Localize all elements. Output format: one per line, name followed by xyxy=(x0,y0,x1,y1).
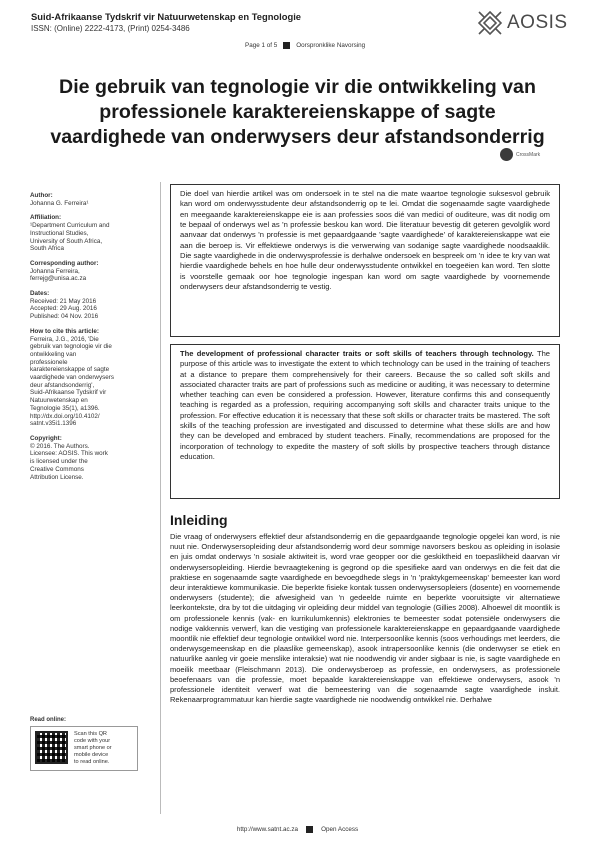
aosis-logo-icon xyxy=(477,10,503,36)
corresponding-author[interactable]: Johanna Ferreira, ferrejg@unisa.ac.za xyxy=(30,267,87,283)
affiliation: ¹Department Curriculum and Instructional Studies, University of South Africa, South Africa xyxy=(30,222,110,253)
separator-square xyxy=(283,42,290,49)
open-access-label: Open Access xyxy=(321,826,359,833)
page-footer xyxy=(0,826,595,833)
section-heading: Inleiding xyxy=(170,512,228,528)
author-name: Johanna G. Ferreira¹ xyxy=(30,199,89,207)
article-type: Oorspronklike Navorsing xyxy=(296,42,366,49)
corresponding-label: Corresponding author: xyxy=(30,259,99,267)
journal-name: Suid-Afrikaanse Tydskrif vir Natuurwetenskap en Tegnologie xyxy=(31,11,302,22)
dates: Received: 21 May 2016 Accepted: 29 Aug. 2016 Published: 04 Nov. 2016 xyxy=(30,297,99,321)
read-online xyxy=(30,717,150,771)
article-info-sidebar xyxy=(30,192,150,488)
qr-instructions: Scan this QR code with your smart phone or mobile device to read online. xyxy=(74,731,112,765)
author-label: Author: xyxy=(30,192,53,199)
citation[interactable]: Ferreira, J.G., 2016, 'Die gebruik van tegnologie vir die ontwikkeling van professionele karaktereienskappe of sagte vaardighede van onderwysers deur afstandsonderrig', Suid-Afrikaanse Tydskrif vir Natuurwetenskap en Tegnologie 35(1), a1396. http://dx.doi.org/10.4102/ satnt.v35i1.1396 xyxy=(30,335,115,428)
copyright-label: Copyright: xyxy=(30,434,62,442)
crossmark-button[interactable] xyxy=(500,148,540,161)
logo-text: AOSIS xyxy=(507,12,568,33)
separator-square xyxy=(306,826,313,833)
crossmark-label: CrossMark xyxy=(516,151,541,158)
affiliation-label: Affiliation: xyxy=(30,214,62,222)
body-paragraph: Die vraag of onderwysers effektief deur afstandsonderrig en die gepaardgaande tegnologie opgelei kan word, is nie nuut nie. Onderwysersopleiding deur afstandsonderrig word deur sommige navorsers beskou as opleiding in isolasie en juis omdat onderwys 'n sosiale aktiwiteit is, word vrae geopper oor die geskiktheid en toepaslikheid daarvan vir onderwysersopleiding. Hierdie bevraagtekening is gegrond op die spesifieke aard van onderwys en die feit dat die praktiese en sogenaamde sagte vaardighede en bevoegdhede slegs in 'n 'praktykgemeenskap' bemeester kan word deur interaktiewe kommunikasie. Die beperkte fisieke kontak tussen onderwysersopleiers (dosente) en voornemende onderwysers (studente); die afwesigheid van 'n gedeelde ruimte en beperkte vooruitsigte vir alternatiewe leerkontekste, dra by tot die uitdaging vir opleiding deur middel van tegnologie (Gillies 2008). Alhoewel dit moontlik is om professionele kennis (vak- en kurrikulumkennis) elektronies te bemeester sodat potensiële onderwysers die nodige vakkennis verwerf, kan die vestiging van professionele karaktereienskappe en gepaardgaande vaardighede moontlik nie effektief deur tegnologie ontwikkel word nie. Interpersoonlike kennis (soos verhoudings met leerders, die onderwysgemeenskap en die plaaslike gemeenskap), asook intrapersoonlike kennis (die onderwyser se etiek en natuurlike aanleg vir goeie menslike interaksie) wat nie noodwendig vir ander sigbaar is nie, is sagte vaardighede en moeilik meetbaar (Fleischmann 2013). Die onderwysberoep as professie, en onderwysers, as professionele beoefenaars van die professie, moet bepaalde karaktereienskappe van effektiewe onderwysers, asook 'n professionele identiteit verwerf wat die bemeestering van die sogenaamde sagte vaardighede insluit. Rekenaarprogrammatuur kan hierdie sagte vaardighede nie noodwendig ontwikkel nie. Derhalwe xyxy=(170,532,560,705)
page-number: Page 1 of 5 xyxy=(245,42,278,49)
read-online-label: Read online: xyxy=(30,717,67,723)
issn: ISSN: (Online) 2222-4173, (Print) 0254-3486 xyxy=(31,24,190,33)
column-divider xyxy=(160,182,161,814)
abstract-afrikaans: Die doel van hierdie artikel was om ondersoek in te stel na die mate waartoe tegnologie suksesvol gebruik kan word om onderwysstudente deur afstandsonderrig op te lei. Omdat die sogenaamde sagte vaardighede en meegaande karaktereienskappe eie is aan professies soos dié van medici of ouditeure, was dit nodig om te bepaal of onderwys wel as 'n professie beskou kan word. Die literatuur bevestig dit geteren gevolglik word aanvaar dat onderwys 'n professie is met gepaardgaande 'sagte vaardighede' of karaktereienskappe wat eie aan die beroep is. Vir effektiewe onderwys is die verwerwing van sodanige sagte vaardighede noodsaaklik. Die sagte vaardighede in die onderwysprofessie is derhalwe ondersoek en bespreek om 'n idee te kry van wat hierdie vaardighede behels en hoe hulle deur onderwysstudente ontwikkel en toegeëien kan word. Ten slotte is voorstelle gemaak oor hoe tegnologie ingespan kan word om sagte vaardighede by voornemende onderwysers deur afstandsonderrig te vestig. xyxy=(170,184,560,337)
qr-code-icon[interactable] xyxy=(35,731,68,764)
article-title: Die gebruik van tegnologie vir die ontwikkeling van professionele karaktereienskappe of sagte vaardighede van onderwysers deur afstandsonderrig xyxy=(50,76,545,148)
journal-url[interactable]: http://www.satnt.ac.za xyxy=(236,826,299,833)
page-bar xyxy=(245,42,365,49)
aosis-logo xyxy=(477,10,568,36)
crossmark-icon xyxy=(500,148,513,161)
cite-label: How to cite this article: xyxy=(30,327,99,335)
abstract-english-text: The purpose of this article was to investigate the extent to which technology can be used in the training of teachers at a distance to prepare them comprehensively for their careers. Because the so called soft skills and associated character traits are part of professions such as medicine or auditing, it was necessary to determine whether teaching can even be considered a profession. However, literature confirms this and consequently teaching is regarded as a profession, requiring accompanying soft skills and character traits unique to the profession. For effective education it is necessary that these soft skills or character traits be mastered. The soft skills of the teaching profession are investigated and discussed to determine what these skills are and how they can be developed and embraced by student teachers. Finally, recommendations are proposed for the incorporation of technology to expedite the mastery of soft skills by prospective teachers through distance education. xyxy=(180,349,551,461)
abstract-english xyxy=(170,344,560,499)
copyright: © 2016. The Authors. Licensee: AOSIS. This work is licensed under the Creative Commons Attribution License. xyxy=(30,442,108,481)
abstract-english-title: The development of professional character traits or soft skills of teachers through technology. xyxy=(180,349,534,358)
dates-label: Dates: xyxy=(30,290,50,298)
